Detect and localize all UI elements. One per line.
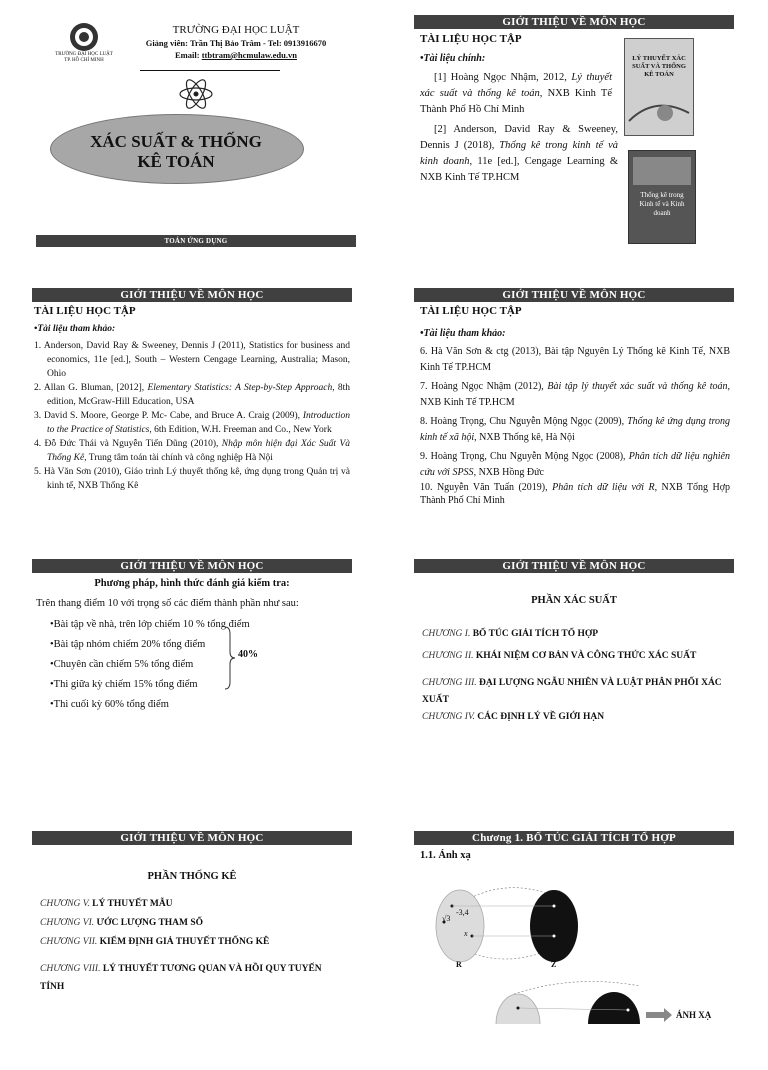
logo-caption-2: TP. HỒ CHÍ MINH xyxy=(64,58,104,63)
mapping-diagram xyxy=(414,860,734,1024)
logo-caption-1: TRƯỜNG ĐẠI HỌC LUẬT xyxy=(55,52,113,57)
arrow-right-icon xyxy=(646,1008,672,1022)
reference-item: 7. Hoàng Ngọc Nhậm (2012), Bài tập lý thuyết xác suất và thống kê toán, NXB Kinh Tế TP.HCM xyxy=(420,381,731,408)
email-label: Email: xyxy=(175,50,202,60)
section-title: 1.1. Ánh xạ xyxy=(420,850,471,861)
chapter-item: CHƯƠNG V. LÝ THUYẾT MẪU xyxy=(40,899,173,909)
reference-list xyxy=(420,344,730,507)
element-sqrt3: √3 xyxy=(442,914,451,923)
assessment-item: •Bài tập về nhà, trên lớp chiếm 10 % tổng điểm xyxy=(50,619,250,630)
set-r-ellipse xyxy=(436,890,484,962)
divider xyxy=(140,70,280,71)
book-cover-1-title: LÝ THUYẾT XÁC SUẤT VÀ THỐNG KÊ TOÁN xyxy=(632,55,686,78)
slide-title xyxy=(36,14,356,254)
slide-header: GIỚI THIỆU VỀ MÔN HỌC xyxy=(414,288,734,302)
book-cover-2-art xyxy=(633,157,691,185)
book-cover-2-title: Thống kê trong Kinh tế và Kinh doanh xyxy=(639,191,685,217)
slide-reference-materials-1 xyxy=(32,287,352,527)
codomain-ellipse xyxy=(588,992,640,1024)
slide-header: GIỚI THIỆU VỀ MÔN HỌC xyxy=(32,288,352,302)
chapter-item: CHƯƠNG IV. CÁC ĐỊNH LÝ VỀ GIỚI HẠN xyxy=(422,712,605,722)
course-title-line2: KÊ TOÁN xyxy=(137,152,215,171)
reference-item: 10. Nguyễn Văn Tuấn (2019), Phân tích dữ liệu với R, NXB Tổng Hợp Thành Phố Chí Minh xyxy=(420,482,730,506)
book-cover-1-art xyxy=(625,91,693,131)
slide-header: Chương 1. BỔ TÚC GIẢI TÍCH TỔ HỢP xyxy=(414,831,734,845)
main-ref-1: [1] Hoàng Ngọc Nhậm, 2012, Lý thuyết xác suất và thống kê toán, NXB Kinh Tế Thành Phố Hồ Chí Minh xyxy=(420,72,613,115)
main-ref-2: [2] Anderson, David Ray & Sweeney, Dennis J (2018), Thống kê trong kinh tế và kinh doanh, 11e [ed.], Cengage Learning & NXB Kinh Tế TP.HCM xyxy=(420,124,618,183)
reference-item: 9. Hoàng Trọng, Chu Nguyễn Mộng Ngọc (2008), Phân tích dữ liệu nghiên cứu với SPSS, NXB Hồng Đức xyxy=(420,451,730,478)
assessment-item: •Thi cuối kỳ 60% tổng điểm xyxy=(50,699,169,710)
footer-bar: TOÁN ỨNG DỤNG xyxy=(36,235,356,247)
set-r-label: R xyxy=(456,960,462,969)
set-z-label: Z xyxy=(551,960,557,969)
slide-header: GIỚI THIỆU VỀ MÔN HỌC xyxy=(414,559,734,573)
slide-assessment xyxy=(32,558,352,798)
assessment-item: •Thi giữa kỳ chiếm 15% tổng điểm xyxy=(50,679,198,690)
chapter-item: CHƯƠNG VII. KIỂM ĐỊNH GIẢ THUYẾT THỐNG KÊ xyxy=(40,937,270,947)
slide-probability-part xyxy=(414,558,734,798)
chapter-item: CHƯƠNG III. ĐẠI LƯỢNG NGẪU NHIÊN VÀ LUẬT PHÂN PHỐI XÁC XUẤT xyxy=(422,678,722,705)
element-neg: -3,4 xyxy=(456,908,469,917)
reference-item: 5. Hà Văn Sơn (2010), Giáo trình Lý thuyết thống kê, ứng dụng trong Quản trị và kinh tế, NXB Thống Kê xyxy=(34,467,350,491)
atom-icon xyxy=(178,76,214,117)
slide-main-materials xyxy=(414,14,734,254)
reference-item: 2. Allan G. Bluman, [2012], Elementary Statistics: A Step-by-Step Approach, 8th edition, McGraw-Hill Education, USA xyxy=(34,383,350,407)
assessment-method-title: Phương pháp, hình thức đánh giá kiểm tra: xyxy=(94,578,290,589)
brace-icon xyxy=(224,626,236,695)
reference-item: 6. Hà Văn Sơn & ctg (2013), Bài tập Nguyên Lý Thống kê Kinh Tế, NXB Kinh Tế TP.HCM xyxy=(420,346,730,373)
reference-list xyxy=(34,339,350,493)
brace-label: 40% xyxy=(238,649,258,660)
slide-reference-materials-2 xyxy=(414,287,734,527)
element-x: x xyxy=(464,929,468,938)
email-line xyxy=(126,50,346,60)
reference-item: 1. Anderson, David Ray & Sweeney, Dennis J (2011), Statistics for business and economics, 11e [ed.], South – Western Cengage Learning, Australia; Mason, Ohio xyxy=(34,341,350,379)
school-name: TRƯỜNG ĐẠI HỌC LUẬT xyxy=(172,24,300,36)
book-cover-2 xyxy=(628,150,696,244)
slide-header: GIỚI THIỆU VỀ MÔN HỌC xyxy=(32,831,352,845)
references-bullet: •Tài liệu tham khảo: xyxy=(34,324,116,334)
references-bullet: •Tài liệu tham khảo: xyxy=(420,328,506,339)
slide-header: GIỚI THIỆU VỀ MÔN HỌC xyxy=(32,559,352,573)
slide-subtitle: TÀI LIỆU HỌC TẬP xyxy=(34,305,136,317)
materials-bullet: •Tài liệu chính: xyxy=(420,53,486,64)
slide-statistics-part xyxy=(32,830,352,1070)
slide-subtitle: TÀI LIỆU HỌC TẬP xyxy=(420,33,522,45)
chapter-item: CHƯƠNG VIII. LÝ THUYẾT TƯƠNG QUAN VÀ HỒI QUY TUYẾN TÍNH xyxy=(40,964,322,992)
reference-item: 3. David S. Moore, George P. Mc- Cabe, and Bruce A. Craig (2009), Introduction to the Practice of Statistics, 6th Edition, W.H. Freeman and Co., New York xyxy=(34,411,350,435)
chapter-item: CHƯƠNG II. KHÁI NIỆM CƠ BẢN VÀ CÔNG THỨC XÁC SUẤT xyxy=(422,651,697,661)
chapter-item: CHƯƠNG VI. ƯỚC LƯỢNG THAM SỐ xyxy=(40,918,204,928)
chapter-item: CHƯƠNG I. BỔ TÚC GIẢI TÍCH TỔ HỢP xyxy=(422,629,599,639)
assessment-item: •Chuyên cần chiếm 5% tổng điểm xyxy=(50,659,194,670)
part-title: PHẦN THỐNG KÊ xyxy=(147,871,237,882)
slide-mapping xyxy=(414,830,734,1024)
email-link[interactable]: ttbtram@hcmulaw.edu.vn xyxy=(201,50,297,60)
slide-header: GIỚI THIỆU VỀ MÔN HỌC xyxy=(414,15,734,29)
set-z-ellipse xyxy=(530,890,578,962)
part-title: PHẦN XÁC SUẤT xyxy=(531,595,617,606)
reference-item: 8. Hoàng Trọng, Chu Nguyễn Mộng Ngọc (2009), Thống kê ứng dụng trong kinh tế xã hội, NXB Thống kê, Hà Nội xyxy=(420,416,730,443)
mapping-label: ÁNH XẠ xyxy=(676,1010,712,1020)
book-cover-1 xyxy=(624,38,694,136)
course-title-line1: XÁC SUẤT & THỐNG xyxy=(90,132,262,151)
assessment-item: •Bài tập nhóm chiếm 20% tổng điểm xyxy=(50,639,206,650)
reference-item: 4. Đỗ Đức Thái và Nguyễn Tiến Dũng (2010), Nhập môn hiện đại Xác Suất Và Thống Kê, Trung tâm toán tài chính và công nghiệp Hà Nội xyxy=(34,439,351,463)
slide-subtitle: TÀI LIỆU HỌC TẬP xyxy=(420,305,522,317)
lecturer-info: Giảng viên: Trần Thị Bảo Trâm - Tel: 0913916670 xyxy=(145,38,327,48)
assessment-intro: Trên thang điểm 10 với trọng số các điểm thành phần như sau: xyxy=(36,598,299,609)
